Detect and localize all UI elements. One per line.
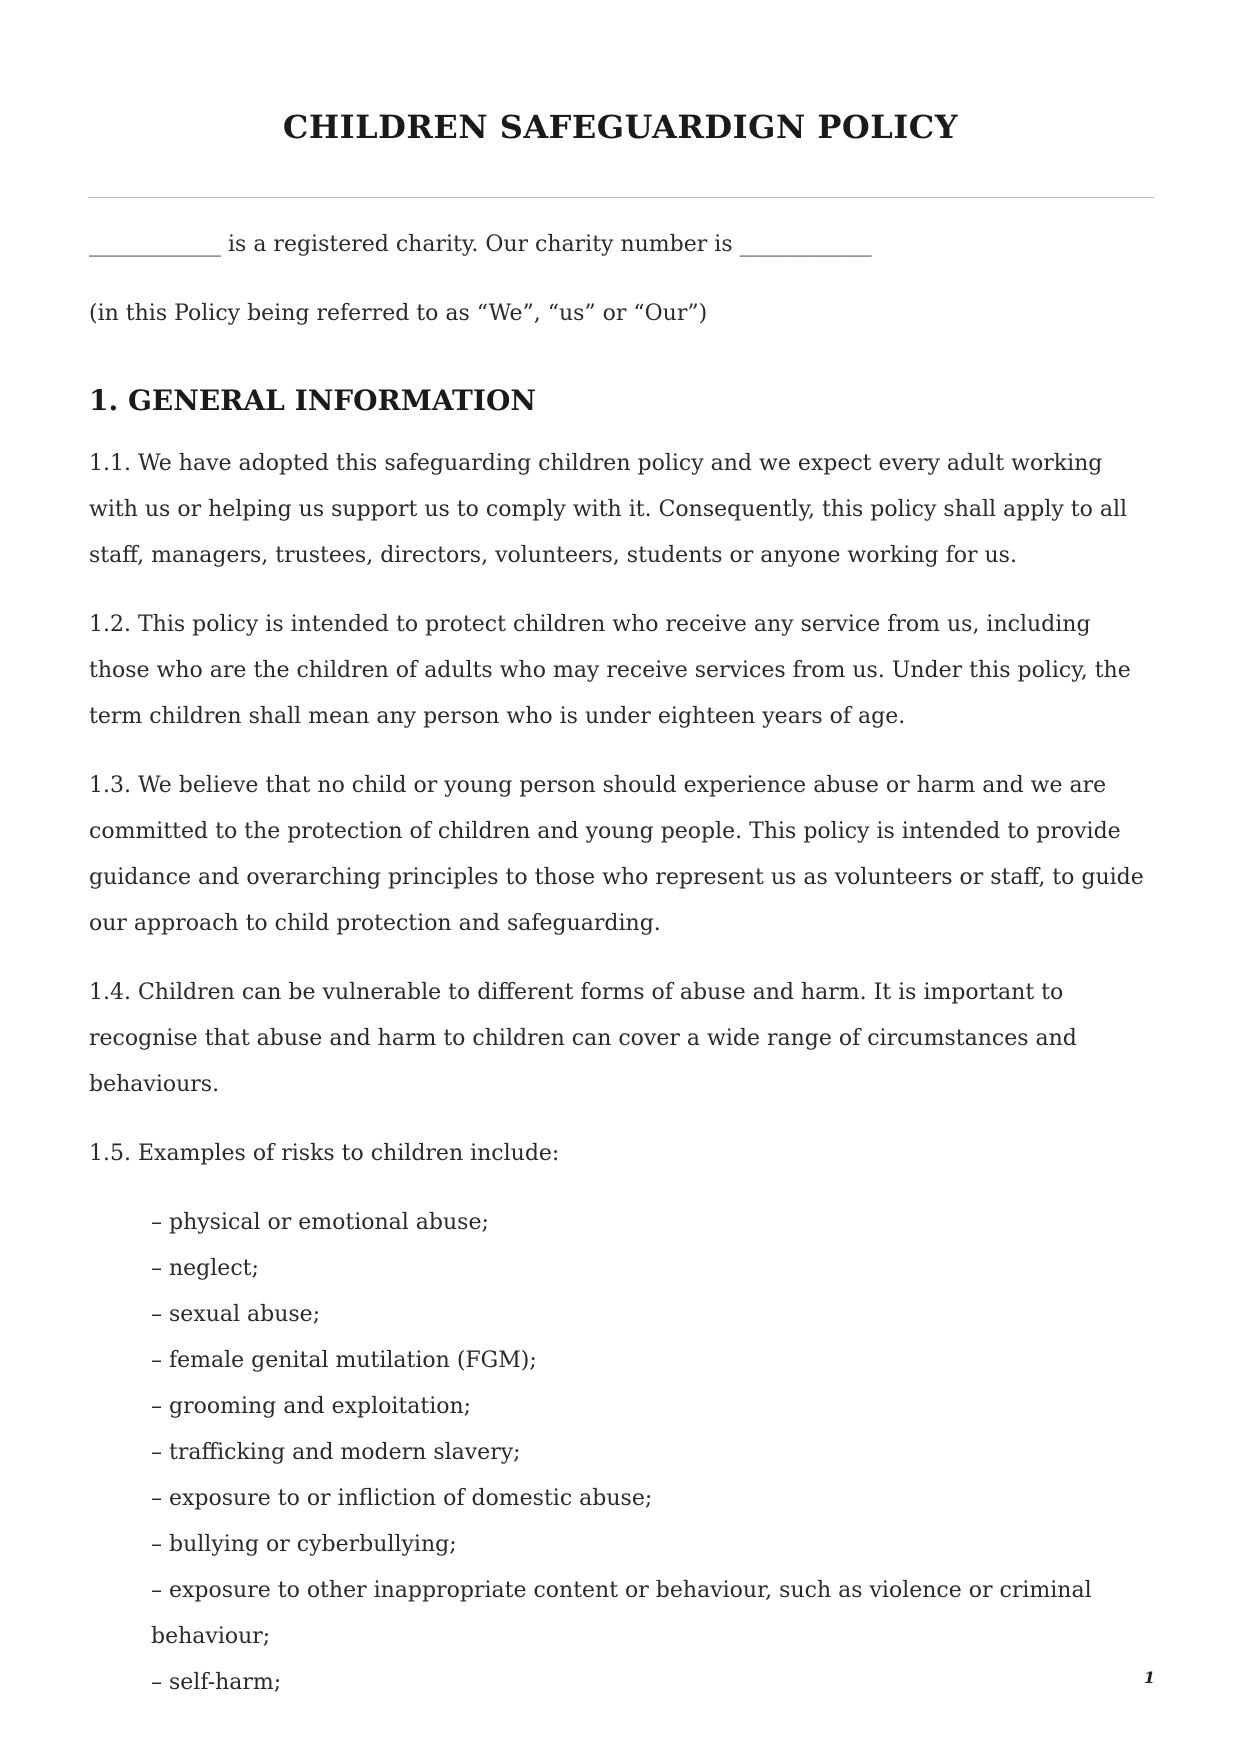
title-divider — [88, 197, 1154, 198]
risks-list — [89, 1200, 1155, 1706]
paragraph-1-4: 1.4. Children can be vulnerable to different forms of abuse and harm. It is important to recognise that abuse and harm to children can cover a wide range of circumstances and behaviours. — [89, 980, 1077, 1097]
charity-name-blank: ____________ — [89, 232, 221, 257]
list-item: – female genital mutilation (FGM); — [151, 1348, 537, 1373]
paragraph-1-1: 1.1. We have adopted this safeguarding children policy and we expect every adult working with us or helping us support us to comply with it. Consequently, this policy shall apply to all staff, managers, trustees, directors, volunteers, students or anyone working for us. — [89, 451, 1128, 568]
paragraph-1-2: 1.2. This policy is intended to protect children who receive any service from us, including those who are the children of adults who may receive services from us. Under this policy, the term children shall mean any person who is under eighteen years of age. — [89, 612, 1131, 729]
list-item: – bullying or cyberbullying; — [151, 1532, 457, 1557]
list-item: – sexual abuse; — [151, 1302, 321, 1327]
paragraph-1-5: 1.5. Examples of risks to children include: — [89, 1141, 560, 1166]
policy-reference-note: (in this Policy being referred to as “We”, “us” or “Our”) — [89, 301, 708, 326]
list-item: – neglect; — [151, 1256, 259, 1281]
page-number: 1 — [1143, 1668, 1155, 1687]
document-title: CHILDREN SAFEGUARDIGN POLICY — [282, 108, 959, 146]
charity-statement — [89, 222, 1155, 268]
list-item: – trafficking and modern slavery; — [151, 1440, 521, 1465]
paragraph-1-3: 1.3. We believe that no child or young person should experience abuse or harm and we are committed to the protection of children and young people. This policy is intended to provide guidance and overarching principles to those who represent us as volunteers or staff, to guide our approach to child protection and safeguarding. — [89, 773, 1144, 936]
list-item: – exposure to or infliction of domestic abuse; — [151, 1486, 653, 1511]
section-heading-general-information: 1. GENERAL INFORMATION — [89, 384, 536, 417]
list-item: – self-harm; — [151, 1670, 282, 1695]
charity-statement-text: is a registered charity. Our charity number is — [221, 232, 740, 257]
list-item: – exposure to other inappropriate content or behaviour, such as violence or criminal behaviour; — [151, 1578, 1092, 1649]
document-body — [89, 222, 1155, 1706]
list-item: – physical or emotional abuse; — [151, 1210, 489, 1235]
charity-number-blank: ____________ — [739, 232, 872, 257]
list-item: – grooming and exploitation; — [151, 1394, 472, 1419]
